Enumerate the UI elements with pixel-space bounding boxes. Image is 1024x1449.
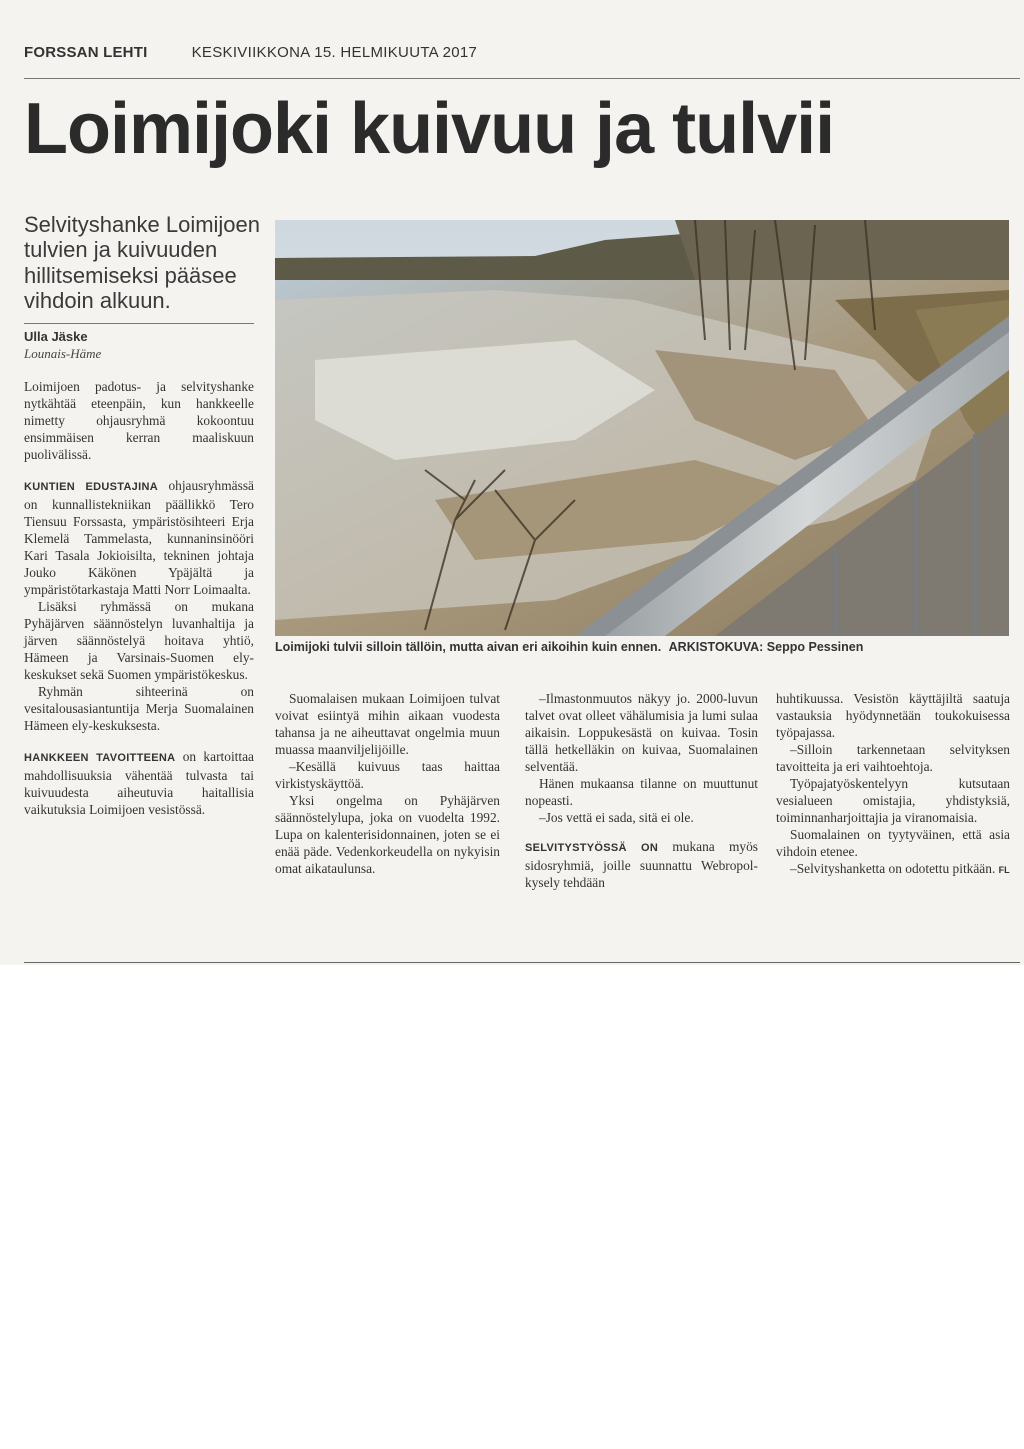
body-paragraph: –Kesällä kuivuus taas haittaa virkistyskäyttöä. bbox=[275, 759, 500, 791]
article-column-3 bbox=[525, 690, 758, 891]
body-paragraph: Suomalainen on tyytyväinen, että asia vihdoin etenee. bbox=[776, 827, 1010, 859]
author-signoff: FL bbox=[998, 865, 1010, 875]
body-paragraph: Yksi ongelma on Pyhäjärven säännöstelylupa, joka on vuodelta 1992. Lupa on kalenterisidonnainen, joten se ei enää päde. Vedenkorkeudella on nykyisin omat aikataulunsa. bbox=[275, 793, 500, 876]
body-paragraph: –Silloin tarkennetaan selvityksen tavoitteita ja eri vaihtoehtoja. bbox=[776, 742, 1010, 774]
section-kicker: SELVITYSTYÖSSÄ ON bbox=[525, 842, 659, 854]
masthead-rule bbox=[24, 78, 1020, 79]
article-column-2 bbox=[275, 690, 500, 877]
river-photo-illustration bbox=[275, 220, 1009, 636]
lead-paragraph: Selvityshanke Loimijoen tulvien ja kuivuuden hillitsemiseksi pääsee vihdoin alkuun. bbox=[24, 212, 261, 313]
river-photo bbox=[275, 220, 1009, 636]
photo-caption bbox=[275, 640, 1015, 654]
body-paragraph bbox=[776, 860, 1010, 879]
body-paragraph: Lisäksi ryhmässä on mukana Pyhäjärven säännöstelyn luvanhaltija ja järven säännöstelyä hoitava yhtiö, Hämeen ja Varsinais-Suomen ely-keskukset sekä Suomen ympäristökeskus. bbox=[24, 599, 254, 682]
body-paragraph bbox=[24, 748, 254, 818]
newspaper-name: FORSSAN LEHTI bbox=[24, 44, 148, 61]
body-paragraph: –Ilmastonmuutos näkyy jo. 2000-luvun talvet ovat olleet vähälumisia ja lumi sulaa aikaisin. Loppukesästä on kuivaa. Tosin tällä hetkelläkin on kuivaa, Suomalainen selventää. bbox=[525, 691, 758, 774]
masthead bbox=[24, 44, 1014, 61]
article-column-1 bbox=[24, 378, 254, 818]
body-text: on kartoittaa mahdollisuuksia vähentää tulvasta tai kuivuudesta aiheutuvia haitallisia vaikutuksia Loimijoen vesistössä. bbox=[24, 749, 254, 817]
body-paragraph: –Jos vettä ei sada, sitä ei ole. bbox=[539, 810, 694, 825]
body-text: –Selvityshanketta on odotettu pitkään. bbox=[790, 861, 996, 876]
bottom-rule bbox=[24, 962, 1020, 963]
body-paragraph: huhtikuussa. Vesistön käyttäjiltä saatuja vastauksia hyödynnetään toukokuisessa työpajassa. bbox=[776, 691, 1010, 740]
caption-text: Loimijoki tulvii silloin tällöin, mutta aivan eri aikoihin kuin ennen. bbox=[275, 640, 662, 654]
byline bbox=[24, 329, 264, 362]
body-paragraph: Työpajatyöskentelyyn kutsutaan vesialueen omistajia, yhdistyksiä, toiminnanharjoittajia ja viranomaisia. bbox=[776, 776, 1010, 825]
lead-rule bbox=[24, 323, 254, 324]
body-text: mukana myös sidosryhmiä, joille suunnattu Webropol-kysely tehdään bbox=[525, 839, 758, 890]
byline-author: Ulla Jäske bbox=[24, 329, 88, 344]
body-paragraph: Loimijoen padotus- ja selvityshanke nytkähtää eteenpäin, kun hankkeelle nimetty ohjausryhmä kokoontuu ensimmäisen kerran maaliskuun puolivälissä. bbox=[24, 379, 254, 462]
body-paragraph: Ryhmän sihteerinä on vesitalousasiantuntija Merja Suomalainen Hämeen ely-keskuksesta. bbox=[24, 684, 254, 733]
body-paragraph: Hänen mukaansa tilanne on muuttunut nopeasti. bbox=[525, 776, 758, 808]
body-paragraph bbox=[24, 477, 254, 598]
article-column-4 bbox=[776, 690, 1010, 879]
body-text: ohjausryhmässä on kunnallistekniikan päällikkö Tero Tiensuu Forssasta, ympäristösihteeri Erja Klemelä Tammelasta, kunnaninsinööri Kari Tasala Jokioisilta, tekninen johtaja Jouko Käkönen Ypäjältä ja ympäristötarkastaja Matti Norr Loimaalta. bbox=[24, 478, 254, 597]
headline: Loimijoki kuivuu ja tulvii bbox=[24, 89, 835, 169]
body-paragraph: Suomalaisen mukaan Loimijoen tulvat voivat esiintyä mihin aikaan vuodesta tahansa ja ne aiheuttavat ongelmia muun muassa maanviljelijöille. bbox=[275, 691, 500, 757]
section-kicker: HANKKEEN TAVOITTEENA bbox=[24, 752, 176, 764]
body-paragraph bbox=[525, 838, 758, 891]
issue-date: KESKIVIIKKONA 15. HELMIKUUTA 2017 bbox=[191, 44, 478, 61]
photo-credit: ARKISTOKUVA: Seppo Pessinen bbox=[668, 640, 864, 654]
section-kicker: KUNTIEN EDUSTAJINA bbox=[24, 481, 158, 493]
byline-region: Lounais-Häme bbox=[24, 346, 102, 361]
